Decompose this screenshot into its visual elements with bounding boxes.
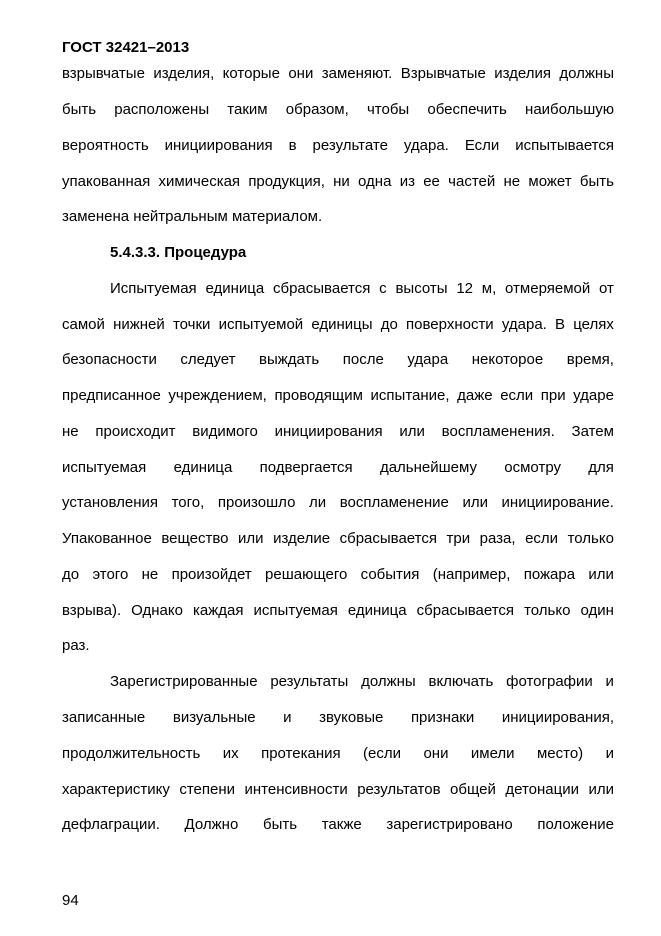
word: дефлаграции. xyxy=(62,816,160,833)
word: инициирования, xyxy=(501,709,614,726)
word: испытуемой xyxy=(218,316,304,333)
word: характеристику xyxy=(62,781,170,798)
word: место) xyxy=(536,745,584,762)
word: пожара xyxy=(523,566,576,583)
word: инициирования xyxy=(164,137,273,154)
word: при xyxy=(540,387,566,404)
text-line xyxy=(62,350,614,370)
word: признаки xyxy=(410,709,475,726)
word: продукция, xyxy=(248,173,325,190)
word: Однако xyxy=(131,602,183,619)
word: с xyxy=(379,280,387,297)
word: изделия, xyxy=(153,65,215,82)
text-line xyxy=(62,780,614,800)
word: зарегистрировано xyxy=(386,816,513,833)
word: чтобы xyxy=(366,101,410,118)
word: удара. xyxy=(403,137,449,154)
word: нижней xyxy=(113,316,165,333)
text-line: заменена нейтральным материалом. xyxy=(62,208,323,225)
word: сбрасывается xyxy=(416,602,515,619)
word: м, xyxy=(481,280,497,297)
word: также xyxy=(321,816,362,833)
text-line xyxy=(110,279,614,299)
word: целях xyxy=(573,316,614,333)
word: сбрасывается xyxy=(273,280,371,297)
word: частей xyxy=(448,173,496,190)
word: или xyxy=(399,423,425,440)
word: не xyxy=(141,566,159,583)
word: общей xyxy=(450,781,496,798)
word: только xyxy=(567,530,614,547)
word: имели xyxy=(470,745,515,762)
word: установления xyxy=(62,494,159,511)
text-line xyxy=(62,493,614,513)
word: образом, xyxy=(285,101,349,118)
word: сбрасывается xyxy=(339,530,437,547)
word: того, xyxy=(171,494,205,511)
word: события xyxy=(360,566,420,583)
word: записанные xyxy=(62,709,146,726)
text-line xyxy=(62,315,614,335)
word: фотографии xyxy=(506,673,593,690)
word: которые xyxy=(222,65,280,82)
word: отмеряемой xyxy=(505,280,591,297)
word: один xyxy=(580,602,614,619)
word: от xyxy=(599,280,614,297)
word: протекания xyxy=(261,745,341,762)
word: если xyxy=(500,387,534,404)
word: вещество xyxy=(161,530,229,547)
word: расположены xyxy=(114,101,210,118)
word: единица xyxy=(173,459,233,476)
word: Испытуемая xyxy=(110,280,197,297)
word: результате xyxy=(312,137,388,154)
text-line xyxy=(62,708,614,728)
word: положение xyxy=(537,816,614,833)
word: ни xyxy=(333,173,350,190)
word: степени xyxy=(179,781,235,798)
word: быть xyxy=(262,816,298,833)
word: поверхности xyxy=(406,316,494,333)
word: продолжительность xyxy=(62,745,201,762)
text-line xyxy=(62,172,614,192)
word: быть xyxy=(579,173,614,190)
word: не xyxy=(503,173,521,190)
word: Зарегистрированные xyxy=(110,673,258,690)
word: может xyxy=(528,173,572,190)
word: раза, xyxy=(479,530,516,547)
word: каждая xyxy=(193,602,244,619)
word: единица xyxy=(347,602,407,619)
text-line xyxy=(62,529,614,549)
page-number: 94 xyxy=(62,892,79,909)
word: звуковые xyxy=(319,709,384,726)
word: быть xyxy=(62,101,97,118)
text-line xyxy=(62,136,614,156)
word: детонации xyxy=(505,781,579,798)
word: решающего xyxy=(265,566,348,583)
word: Взрывчатые xyxy=(400,65,486,82)
word: время, xyxy=(566,351,614,368)
word: этого xyxy=(92,566,129,583)
word: произойдет xyxy=(171,566,252,583)
word: испытуемая xyxy=(253,602,338,619)
text-line xyxy=(110,672,614,692)
text-line xyxy=(62,815,614,835)
text-line xyxy=(62,744,614,764)
word: изделия xyxy=(494,65,551,82)
word: до xyxy=(62,566,80,583)
section-heading: 5.4.3.3. Процедура xyxy=(110,244,247,261)
word: инициирования xyxy=(274,423,383,440)
word: произошло xyxy=(217,494,296,511)
word: ударе xyxy=(573,387,614,404)
word: таким xyxy=(227,101,268,118)
word: включать xyxy=(428,673,494,690)
word: удара. xyxy=(501,316,547,333)
word: (если xyxy=(363,745,402,762)
word: они xyxy=(288,65,314,82)
word: 12 xyxy=(456,280,473,297)
word: должны xyxy=(361,673,416,690)
word: испытывается xyxy=(515,137,614,154)
word: единица xyxy=(205,280,265,297)
word: или xyxy=(238,530,264,547)
word: должны xyxy=(559,65,614,82)
word: проводящим xyxy=(274,387,363,404)
word: или xyxy=(588,781,614,798)
word: и xyxy=(283,709,292,726)
word: дальнейшему xyxy=(379,459,477,476)
word: выждать xyxy=(259,351,320,368)
word: их xyxy=(222,745,239,762)
word: упакованная xyxy=(62,173,151,190)
word: происходит xyxy=(95,423,176,440)
word: взрывчатые xyxy=(62,65,145,82)
word: заменяют. xyxy=(321,65,393,82)
word: наибольшую xyxy=(525,101,614,118)
word: в xyxy=(288,137,297,154)
word: Затем xyxy=(571,423,614,440)
word: В xyxy=(555,316,566,333)
word: подвергается xyxy=(259,459,353,476)
word: взрыва). xyxy=(62,602,122,619)
word: только xyxy=(524,602,571,619)
text-line xyxy=(62,64,614,84)
word: они xyxy=(423,745,449,762)
text-line xyxy=(62,601,614,621)
word: или xyxy=(588,566,614,583)
word: учреждением, xyxy=(168,387,267,404)
word: химическая xyxy=(158,173,241,190)
word: три xyxy=(446,530,471,547)
word: и xyxy=(605,745,614,762)
text-line xyxy=(62,458,614,478)
word: визуальные xyxy=(172,709,256,726)
word: некоторое xyxy=(471,351,544,368)
word: видимого xyxy=(192,423,258,440)
word: одна xyxy=(358,173,392,190)
word: результаты xyxy=(270,673,349,690)
word: предписанное xyxy=(62,387,161,404)
word: инициирование. xyxy=(501,494,614,511)
word: ли xyxy=(309,494,327,511)
word: изделие xyxy=(273,530,331,547)
word: если xyxy=(525,530,559,547)
word: (например, xyxy=(432,566,511,583)
word: самой xyxy=(62,316,105,333)
word: Упакованное xyxy=(62,530,152,547)
word: из xyxy=(399,173,415,190)
word: для xyxy=(588,459,614,476)
word: единицы xyxy=(311,316,373,333)
word: даже xyxy=(457,387,493,404)
word: Если xyxy=(464,137,500,154)
word: Должно xyxy=(184,816,239,833)
document-header: ГОСТ 32421–2013 xyxy=(62,39,190,56)
word: осмотру xyxy=(504,459,561,476)
word: точки xyxy=(172,316,211,333)
word: результатов xyxy=(357,781,441,798)
word: высоты xyxy=(395,280,448,297)
word: ее xyxy=(423,173,440,190)
text-line xyxy=(62,386,614,406)
word: воспламенение xyxy=(339,494,449,511)
word: воспламенения. xyxy=(441,423,555,440)
word: интенсивности xyxy=(244,781,348,798)
word: не xyxy=(62,423,79,440)
word: обеспечить xyxy=(427,101,507,118)
word: или xyxy=(462,494,488,511)
text-line xyxy=(62,422,614,442)
word: испытуемая xyxy=(62,459,147,476)
text-line xyxy=(62,100,614,120)
word: следует xyxy=(180,351,236,368)
text-line: раз. xyxy=(62,637,90,654)
word: безопасности xyxy=(62,351,157,368)
word: после xyxy=(342,351,384,368)
word: до xyxy=(380,316,398,333)
word: и xyxy=(605,673,614,690)
word: испытание, xyxy=(370,387,450,404)
word: удара xyxy=(407,351,449,368)
text-line xyxy=(62,565,614,585)
word: вероятность xyxy=(62,137,149,154)
